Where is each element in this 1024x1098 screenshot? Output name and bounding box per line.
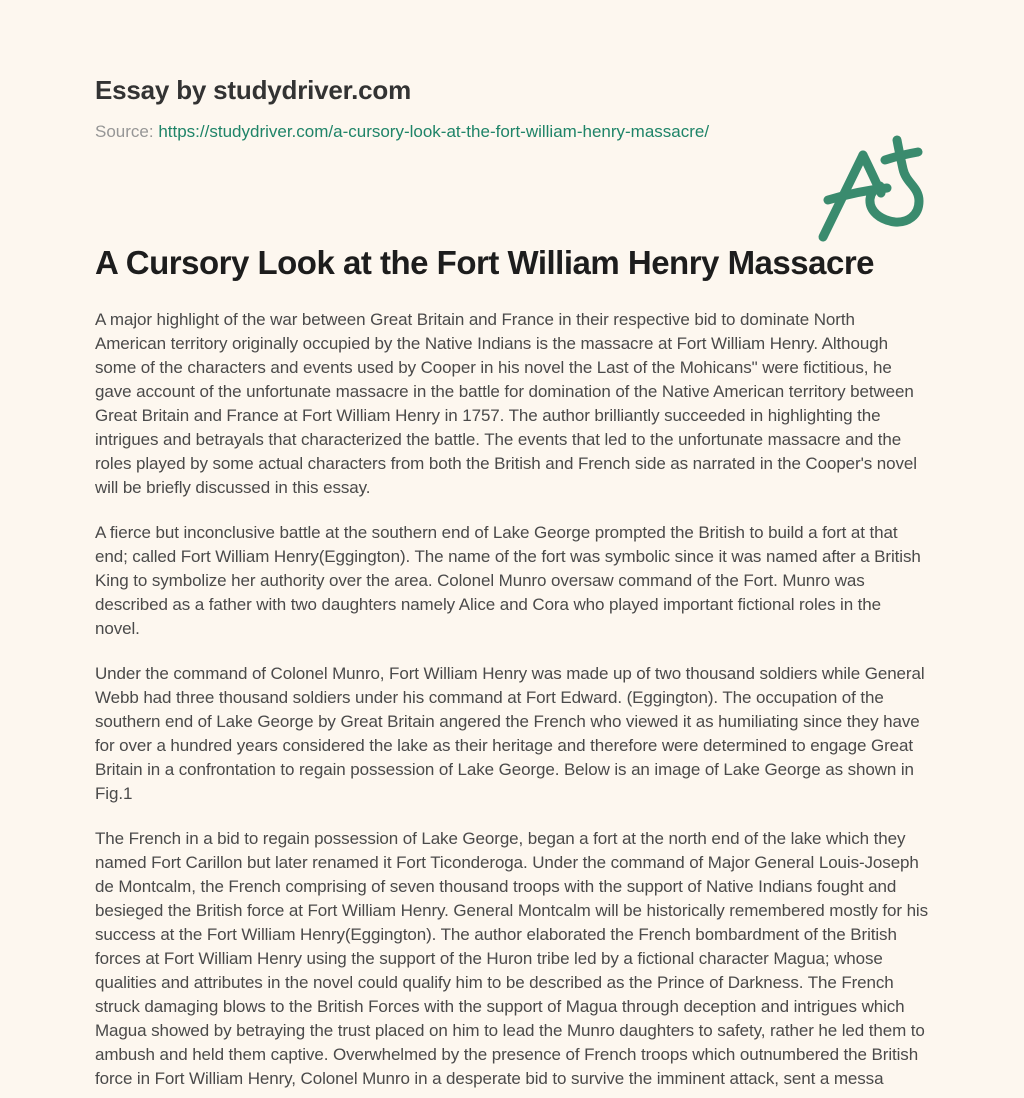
- essay-paragraph: The French in a bid to regain possession of Lake George, began a fort at the north end of the lake which they named Fort Carillon but later renamed it Fort Ticonderoga. Under the command of Major General Louis-Joseph de Montcalm, the French comprising of seven thousand troops with the support of Native Indians fought and besieged the British force at Fort William Henry. General Montcalm will be historically remembered mostly for his success at the Fort William Henry(Eggington). The author elaborated the French bombardment of the British forces at Fort William Henry using the support of the Huron tribe led by a fictional character Magua; whose qualities and attributes in the novel could qualify him to be described as the Prince of Darkness. The French struck damaging blows to the British Forces with the support of Magua through deception and intrigues which Magua showed by betraying the trust placed on him to lead the Munro daughters to safety, rather he led them to ambush and held them captive. Overwhelmed by the presence of French troops which outnumbered the British force in Fort William Henry, Colonel Munro in a desperate bid to survive the imminent attack, sent a messa: [95, 829, 929, 1088]
- document-page: [0, 74, 1024, 1098]
- brand-title: Essay by studydriver.com: [95, 75, 412, 105]
- source-label: Source:: [95, 122, 154, 141]
- essay-paragraph: Under the command of Colonel Munro, Fort William Henry was made up of two thousand soldiers while General Webb had three thousand soldiers under his command at Fort Edward. (Eggington). The occupation of the southern end of Lake George by Great Britain angered the French who viewed it as humiliating since they have for over a hundred years considered the lake as their heritage and therefore were determined to engage Great Britain in a confrontation to regain possession of Lake George. Below is an image of Lake George as shown in Fig.1: [95, 664, 925, 803]
- essay-body: [95, 244, 929, 1091]
- header: [95, 74, 929, 144]
- essay-paragraph: A major highlight of the war between Great Britain and France in their respective bid to dominate North American territory originally occupied by the Native Indians is the massacre at Fort William Henry. Although some of the characters and events used by Cooper in his novel the Last of the Mohicans" were fictitious, he gave account of the unfortunate massacre in the battle for domination of the Native American territory between Great Britain and France at Fort William Henry in 1757. The author brilliantly succeeded in highlighting the intrigues and betrayals that characterized the battle. The events that led to the unfortunate massacre and the roles played by some actual characters from both the British and French side as narrated in the Cooper's novel will be briefly discussed in this essay.: [95, 310, 917, 497]
- essay-title: A Cursory Look at the Fort William Henry Massacre: [95, 244, 875, 281]
- a-plus-logo-icon: [813, 130, 929, 246]
- source-line: [95, 120, 929, 144]
- essay-paragraph: A fierce but inconclusive battle at the southern end of Lake George prompted the British to build a fort at that end; called Fort William Henry(Eggington). The name of the fort was symbolic since it was named after a British King to symbolize her authority over the area. Colonel Munro oversaw command of the Fort. Munro was described as a father with two daughters namely Alice and Cora who played important fictional roles in the novel.: [95, 523, 921, 638]
- source-link[interactable]: https://studydriver.com/a-cursory-look-at-the-fort-william-henry-massacre/: [158, 122, 710, 141]
